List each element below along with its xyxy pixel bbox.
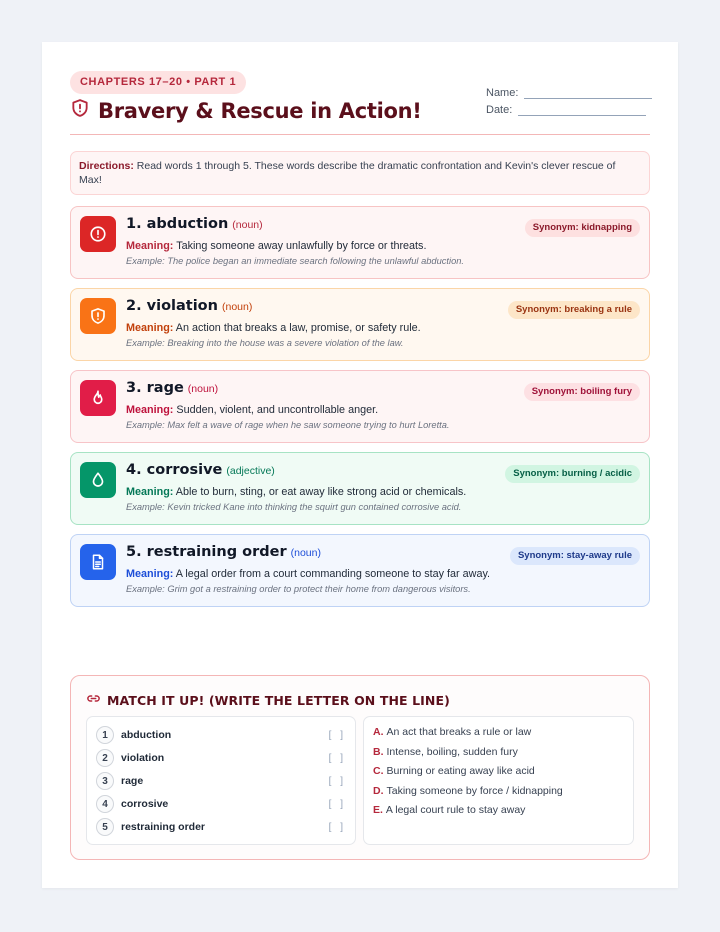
match-title-row	[86, 691, 450, 709]
alert-circle-icon	[80, 216, 116, 252]
match-title: MATCH IT UP! (WRITE THE LETTER ON THE LINE)	[107, 692, 450, 708]
definition-letter: A.	[373, 726, 384, 738]
definition-text: Taking someone by force / kidnapping	[386, 784, 563, 797]
meaning-text: A legal order from a court commanding someone to stay far away.	[175, 568, 491, 580]
flame-icon	[80, 380, 116, 416]
match-word-row	[96, 749, 346, 767]
part-of-speech: (noun)	[232, 219, 263, 231]
vocab-word: 4. corrosive	[126, 462, 223, 478]
match-word: abduction	[121, 729, 172, 741]
vocab-card-restraining-order	[70, 534, 650, 607]
answer-blank[interactable]: [ ]	[328, 821, 346, 833]
match-number: 2	[96, 749, 114, 767]
meaning-label: Meaning:	[126, 404, 174, 416]
vocab-card-rage	[70, 370, 650, 443]
match-number: 5	[96, 818, 114, 836]
name-label: Name:	[486, 87, 519, 99]
match-word: corrosive	[121, 798, 169, 810]
example-sentence: Example: Grim got a restraining order to protect their home from dangerous visitors.	[126, 584, 471, 594]
meaning	[126, 322, 421, 334]
definition-item	[373, 804, 525, 816]
date-label: Date:	[486, 104, 513, 116]
part-of-speech: (adjective)	[226, 465, 275, 477]
synonym-badge: Synonym: burning / acidic	[505, 465, 640, 483]
match-number: 3	[96, 772, 114, 790]
example-sentence: Example: Max felt a wave of rage when he saw someone trying to hurt Loretta.	[126, 420, 450, 430]
directions-label: Directions:	[79, 160, 134, 172]
meaning-label: Meaning:	[126, 240, 174, 252]
definition-text: An act that breaks a rule or law	[386, 726, 532, 738]
document-icon	[80, 544, 116, 580]
vocab-word: 1. abduction	[126, 216, 229, 232]
match-section	[70, 675, 650, 860]
answer-blank[interactable]: [ ]	[328, 775, 346, 787]
vocab-word: 3. rage	[126, 380, 184, 396]
meaning	[126, 486, 466, 498]
synonym-badge: Synonym: boiling fury	[524, 383, 640, 401]
match-word-row	[96, 795, 346, 813]
chapter-badge: CHAPTERS 17–20 • PART 1	[70, 71, 246, 94]
definition-item	[373, 726, 531, 738]
meaning-text: Sudden, violent, and uncontrollable anger.	[176, 404, 379, 416]
vocab-card-corrosive	[70, 452, 650, 525]
definition-text: Burning or eating away like acid	[386, 765, 535, 777]
shield-alert-icon	[70, 98, 90, 123]
match-word: violation	[121, 752, 165, 764]
name-date-fields	[486, 82, 652, 116]
page-title: Bravery & Rescue in Action!	[98, 98, 422, 123]
meaning-label: Meaning:	[126, 322, 174, 334]
answer-blank[interactable]: [ ]	[328, 729, 346, 741]
meaning	[126, 404, 378, 416]
title-row	[70, 98, 422, 123]
match-number: 1	[96, 726, 114, 744]
definition-item	[373, 785, 563, 797]
meaning-text: An action that breaks a law, promise, or safety rule.	[175, 322, 421, 334]
vocab-word: 5. restraining order	[126, 544, 287, 560]
meaning	[126, 568, 490, 580]
synonym-badge: Synonym: kidnapping	[525, 219, 640, 237]
meaning-text: Taking someone away unlawfully by force or threats.	[176, 240, 427, 252]
synonym-badge: Synonym: stay-away rule	[510, 547, 640, 565]
definition-item	[373, 746, 518, 758]
meaning-label: Meaning:	[126, 486, 174, 498]
match-word-row	[96, 772, 346, 790]
meaning	[126, 240, 426, 252]
synonym-badge: Synonym: breaking a rule	[508, 301, 640, 319]
definition-letter: C.	[373, 765, 384, 777]
example-sentence: Example: Kevin tricked Kane into thinking the squirt gun contained corrosive acid.	[126, 502, 462, 512]
example-sentence: Example: Breaking into the house was a severe violation of the law.	[126, 338, 404, 348]
example-sentence: Example: The police began an immediate search following the unlawful abduction.	[126, 256, 464, 266]
meaning-text: Able to burn, sting, or eat away like strong acid or chemicals.	[175, 486, 467, 498]
directions-box	[70, 151, 650, 195]
part-of-speech: (noun)	[187, 383, 219, 395]
part-of-speech: (noun)	[221, 301, 253, 313]
droplet-icon	[80, 462, 116, 498]
shield-alert-icon	[80, 298, 116, 334]
definition-letter: E.	[373, 804, 383, 816]
match-word: rage	[121, 775, 144, 787]
name-line[interactable]	[524, 89, 652, 99]
match-definitions-panel	[363, 716, 634, 845]
answer-blank[interactable]: [ ]	[328, 752, 346, 764]
match-number: 4	[96, 795, 114, 813]
answer-blank[interactable]: [ ]	[328, 798, 346, 810]
match-word-row	[96, 726, 346, 744]
definition-letter: B.	[373, 745, 384, 758]
vocab-card-violation	[70, 288, 650, 361]
date-line[interactable]	[518, 106, 646, 116]
vocab-word: 2. violation	[126, 298, 218, 314]
worksheet-page	[42, 42, 678, 888]
definition-item	[373, 765, 535, 777]
header-divider	[70, 134, 650, 135]
part-of-speech: (noun)	[290, 547, 321, 559]
meaning-label: Meaning:	[126, 568, 174, 580]
definition-letter: D.	[373, 784, 384, 797]
match-word-row	[96, 818, 346, 836]
match-word: restraining order	[121, 821, 206, 833]
vocab-card-abduction	[70, 206, 650, 279]
directions-text: Read words 1 through 5. These words describe the dramatic confrontation and Kevin's clever rescue of Max!	[79, 160, 616, 186]
definition-text: Intense, boiling, sudden fury	[386, 745, 518, 758]
definition-text: A legal court rule to stay away	[385, 804, 526, 816]
match-words-panel	[86, 716, 356, 845]
link-icon	[86, 691, 101, 709]
